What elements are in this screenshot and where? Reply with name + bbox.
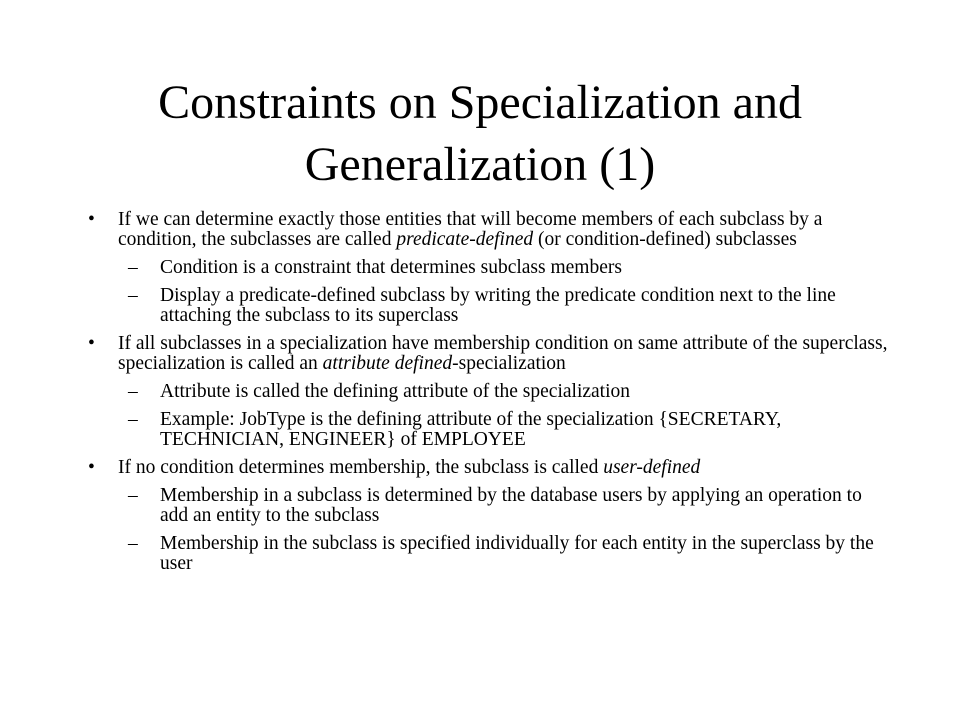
sub-item-membership-database-users [88,486,888,526]
sub-item-text: Display a predicate-defined subclass by writing the predicate condition next to the line attaching the subclass to its superclass [160,285,836,326]
bullet-item-user-defined [88,458,888,478]
sub-item-jobtype-example [88,410,888,450]
dash-icon: – [128,381,138,402]
bullet-text: If we can determine exactly those entities that will become members of each subclass by a condition, the subclasses are called [118,209,823,250]
dash-icon: – [128,257,138,278]
slide-title [0,72,960,196]
slide-body [88,210,888,582]
bullet-icon: • [88,209,95,230]
bullet-item-attribute-defined [88,334,888,374]
bullet-icon: • [88,333,95,354]
bullet-item-predicate-defined [88,210,888,250]
bullet-emphasis: attribute defined [322,353,453,374]
sub-item-text: Example: JobType is the defining attribute of the specialization {SECRETARY, TECHNICIAN, ENGINEER} of EMPLOYEE [160,409,782,450]
bullet-emphasis: user-defined [603,457,701,478]
slide-title-line-2: Generalization (1) [304,138,656,191]
sub-item-membership-individually [88,534,888,574]
sub-item-text: Membership in the subclass is specified individually for each entity in the superclass by the user [160,533,874,574]
slide-title-line-1: Constraints on Specialization and [158,76,802,129]
bullet-text: If no condition determines membership, the subclass is called [118,457,604,478]
bullet-text: If all subclasses in a specialization have membership condition on same attribute of the superclass, specialization is called an [118,333,888,374]
bullet-text-end: -specialization [452,353,566,374]
dash-icon: – [128,533,138,554]
sub-item-defining-attribute [88,382,888,402]
sub-item-condition-constraint [88,258,888,278]
dash-icon: – [128,485,138,506]
sub-item-text: Attribute is called the defining attribute of the specialization [160,381,631,402]
sub-item-display-predicate [88,286,888,326]
bullet-icon: • [88,457,95,478]
bullet-emphasis: predicate-defined [396,229,534,250]
dash-icon: – [128,409,138,430]
sub-item-text: Condition is a constraint that determines subclass members [160,257,622,278]
bullet-text-end: (or condition-defined) subclasses [533,229,797,250]
sub-item-text: Membership in a subclass is determined by the database users by applying an operation to add an entity to the subclass [160,485,862,526]
dash-icon: – [128,285,138,306]
